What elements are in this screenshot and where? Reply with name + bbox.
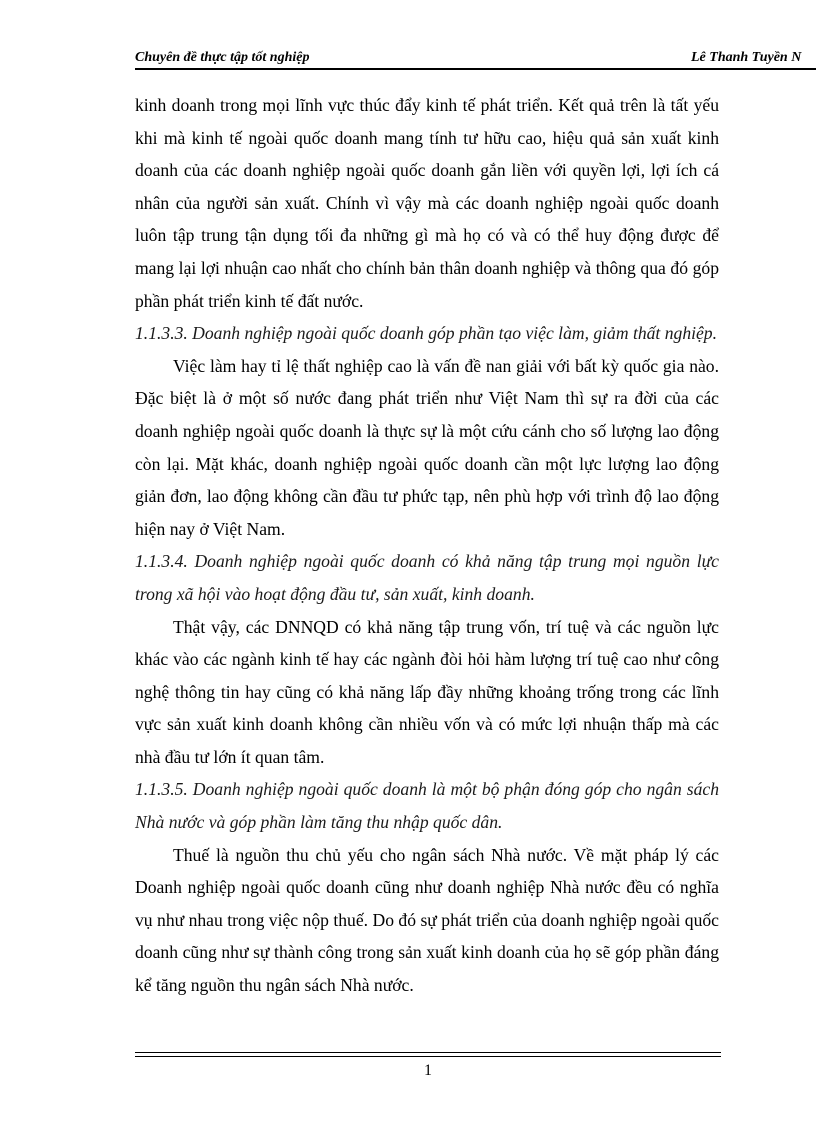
header-divider xyxy=(135,68,816,70)
section-heading-1-1-3-3: 1.1.3.3. Doanh nghiệp ngoài quốc doanh góp phần tạo việc làm, giảm thất nghiệp. xyxy=(135,323,718,344)
paragraph-continuation: kinh doanh trong mọi lĩnh vực thúc đẩy kinh tế phát triển. Kết quả trên là tất yếu khi mà kinh tế ngoài quốc doanh mang tính tư hữu cao, hiệu quả sản xuất kinh doanh của các doanh nghiệp ngoài quốc doanh gắn liền với quyền lợi, lợi ích cá nhân của người sản xuất. Chính vì vậy mà các doanh nghiệp ngoài quốc doanh luôn tập trung tận dụng tối đa những gì mà họ có và có thể huy động được để mang lại lợi nhuận cao nhất cho chính bản thân doanh nghiệp và thông qua đó góp phần phát triển kinh tế đất nước. xyxy=(135,95,719,311)
page-number: 1 xyxy=(424,1062,432,1079)
section-heading-1-1-3-5: 1.1.3.5. Doanh nghiệp ngoài quốc doanh là một bộ phận đóng góp cho ngân sách Nhà nước và góp phần làm tăng thu nhập quốc dân. xyxy=(135,779,719,833)
footer-divider xyxy=(135,1052,721,1057)
document-body xyxy=(135,89,719,1002)
paragraph-employment: Việc làm hay tỉ lệ thất nghiệp cao là vấn đề nan giải với bất kỳ quốc gia nào. Đặc biệt là ở một số nước đang phát triển như Việt Nam thì sự ra đời của các doanh nghiệp ngoài quốc doanh là thực sự là một cứu cánh cho số lượng lao động còn lại. Mặt khác, doanh nghiệp ngoài quốc doanh cần một lực lượng lao động giản đơn, lao động không cần đầu tư phức tạp, nên phù hợp với trình độ lao động hiện nay ở Việt Nam. xyxy=(135,355,719,539)
paragraph-tax: Thuế là nguồn thu chủ yếu cho ngân sách Nhà nước. Về mặt pháp lý các Doanh nghiệp ngoài quốc doanh cũng như doanh nghiệp Nhà nước đều có nghĩa vụ như nhau trong việc nộp thuế. Do đó sự phát triển của doanh nghiệp ngoài quốc doanh cũng như sự thành công trong sản xuất kinh doanh của họ sẽ góp phần đáng kể tăng nguồn thu ngân sách Nhà nước. xyxy=(135,844,719,996)
section-heading-1-1-3-4: 1.1.3.4. Doanh nghiệp ngoài quốc doanh có khả năng tập trung mọi nguồn lực trong xã hội vào hoạt động đầu tư, sản xuất, kinh doanh. xyxy=(135,551,719,604)
paragraph-resources: Thật vậy, các DNNQD có khả năng tập trung vốn, trí tuệ và các nguồn lực khác vào các ngành kinh tế hay các ngành đòi hỏi hàm lượng trí tuệ cao như công nghệ thông tin hay cũng có khả năng lấp đầy những khoảng trống trong các lĩnh vực sản xuất kinh doanh không cần nhiều vốn và có mức lợi nhuận thấp mà các nhà đầu tư lớn ít quan tâm. xyxy=(135,616,719,767)
header-title: Chuyên đề thực tập tốt nghiệp xyxy=(135,50,310,65)
page-header xyxy=(135,48,816,68)
header-author: Lê Thanh Tuyền N xyxy=(691,50,802,65)
